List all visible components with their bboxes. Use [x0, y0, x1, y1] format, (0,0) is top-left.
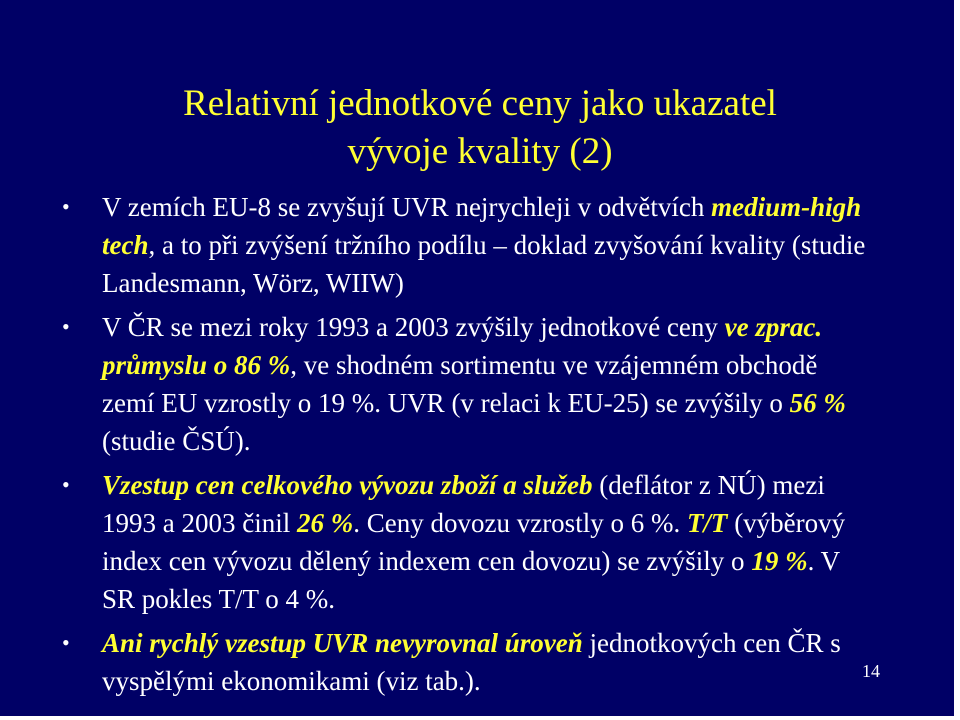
- bullet-text: jednotkových cen ČR s vyspělými ekonomikami (viz tab.).: [102, 628, 841, 696]
- slide-title-line-2: vývoje kvality (2): [347, 131, 613, 172]
- bullet-list: [60, 188, 870, 706]
- bullet-text: (výběrový index cen vývozu dělený indexem cen dovozu) se zvýšily o: [102, 508, 846, 576]
- page-number: 14: [862, 661, 880, 681]
- bullet-highlight-text: 56 %: [789, 388, 846, 418]
- bullet-item: [60, 624, 870, 700]
- bullet-highlight-text: medium-high tech: [102, 192, 862, 260]
- bullet-highlight-text: Vzestup cen celkového vývozu zboží a služeb: [102, 470, 593, 500]
- bullet-text: , ve shodném sortimentu ve vzájemném obchodě zemí EU vzrostly o 19 %. UVR (v relaci k EU-25) se zvýšily o: [102, 350, 818, 418]
- bullet-dot-icon: •: [62, 314, 70, 339]
- bullet-highlight-text: 26 %: [296, 508, 354, 538]
- bullet-text: , a to při zvýšení tržního podílu – doklad zvyšování kvality (studie Landesmann, Wörz, WIIW): [102, 230, 866, 298]
- bullet-text: V ČR se mezi roky 1993 a 2003 zvýšily jednotkové ceny: [102, 312, 725, 342]
- bullet-highlight-text: ve zprac. průmyslu o 86 %: [102, 312, 823, 380]
- bullet-dot-icon: •: [62, 472, 70, 497]
- slide-title: [60, 80, 900, 176]
- bullet-text: (studie ČSÚ).: [102, 426, 251, 456]
- bullet-highlight-text: T/T: [686, 508, 728, 538]
- bullet-text: (deflátor z NÚ) mezi 1993 a 2003 činil: [102, 470, 825, 538]
- bullet-item: [60, 308, 870, 460]
- bullet-item: [60, 466, 870, 618]
- bullet-text: . Ceny dovozu vzrostly o 6 %.: [353, 508, 687, 538]
- bullet-item: [60, 188, 870, 302]
- bullet-dot-icon: •: [62, 194, 70, 219]
- bullet-highlight-text: Ani rychlý vzestup UVR nevyrovnal úroveň: [102, 628, 583, 658]
- bullet-highlight-text: 19 %: [751, 546, 808, 576]
- slide-title-line-1: Relativní jednotkové ceny jako ukazatel: [183, 83, 777, 124]
- bullet-text: . V SR pokles T/T o 4 %.: [102, 546, 840, 614]
- bullet-text: V zemích EU-8 se zvyšují UVR nejrychleji v odvětvích: [102, 192, 712, 222]
- bullet-dot-icon: •: [62, 630, 70, 655]
